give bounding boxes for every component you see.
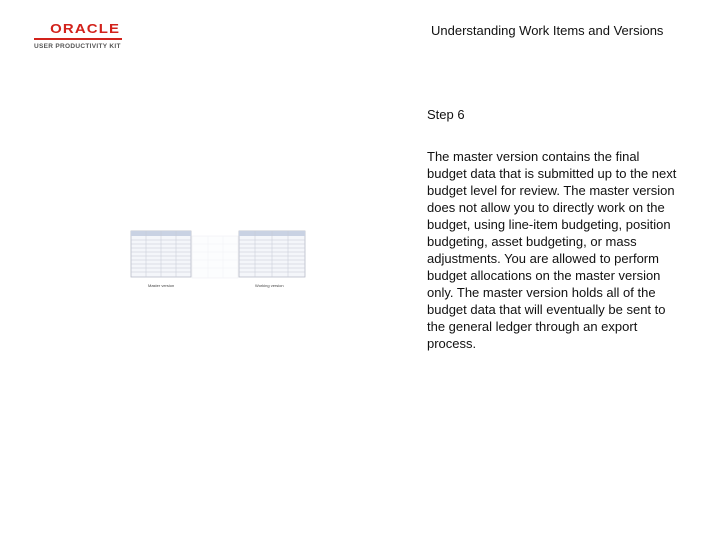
logo-underline	[34, 38, 122, 40]
versions-thumbnail-image	[128, 228, 308, 290]
logo-brand: ORACLE	[50, 21, 121, 36]
working-version-caption: Working version	[255, 283, 284, 288]
step-description: The master version contains the final budget data that is submitted up to the next budget level for review. The master version does not allow you to directly work on the budget, using line-item budgeting, position budgeting, asset budgeting, or mass adjustments. You are allowed to perform budget allocations on the master version only. The master version holds all of the budget data that will eventually be sent to the general ledger through an export process.	[427, 149, 677, 351]
oracle-upk-logo	[34, 22, 126, 51]
page-title: Understanding Work Items and Versions	[431, 23, 664, 38]
step-label: Step 6	[427, 107, 465, 122]
master-version-caption: Master version	[148, 283, 175, 288]
master-version-grid	[131, 231, 191, 277]
logo-subtitle: USER PRODUCTIVITY KIT	[34, 43, 121, 50]
working-version-grid	[239, 231, 305, 277]
middle-faded-grid	[192, 236, 238, 278]
